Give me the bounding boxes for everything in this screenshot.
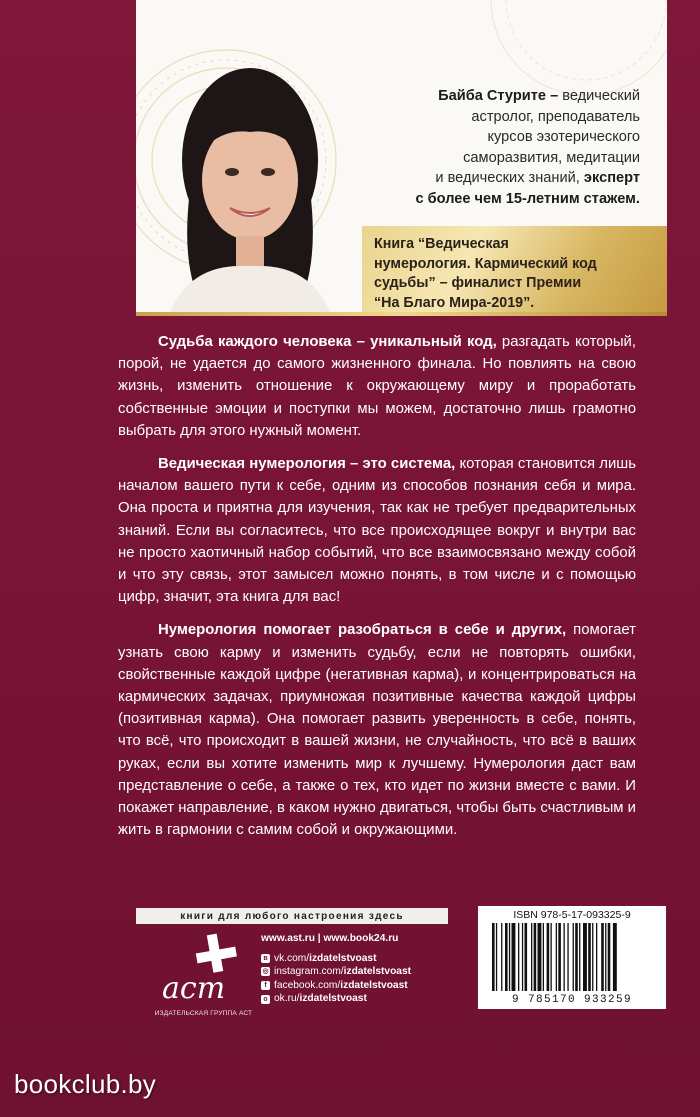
paragraph-3-body: помогает узнать свою карму и изменить судьбу, если не повторять ошибки, свойственные каждой цифре (негативная карма), и концентрироваться на кармических задачах, приумножая позитивные качества каждой цифры (позитивная карма). Она помогает развить уверенность в себе, понять, что всё, что происходит в вашей жизни, не случайность, что всё в ваших руках, если вы хотите изменить мир к лучшему. Нумерология даст вам представление о себе, а также о тех, кто идет по жизни вместе с вами. И покажет направление, в каком нужно двигаться, чтобы быть счастливым и жить в гармонии с самим собой и окружающими. <box>118 622 636 839</box>
barcode-stripe <box>564 923 565 991</box>
barcode-stripe <box>505 923 508 991</box>
social-link-ok[interactable] <box>261 992 461 1006</box>
barcode-block <box>478 906 666 1009</box>
barcode-stripe <box>531 923 532 991</box>
logo-text: аст <box>162 971 226 1006</box>
barcode-stripe <box>573 923 574 991</box>
bio-line: курсов эзотерического <box>487 129 640 145</box>
paragraph-1-lead: Судьба каждого человека – уникальный код, <box>158 334 497 350</box>
barcode-stripe <box>608 923 611 991</box>
social-handle: izdatelstvoast <box>343 966 412 978</box>
social-prefix: instagram.com/ <box>274 966 344 978</box>
barcode-stripe <box>588 923 591 991</box>
paragraph-2-lead: Ведическая нумерология – это система, <box>158 456 456 473</box>
barcode-stripe <box>605 923 606 991</box>
barcode-stripe <box>558 923 561 991</box>
paragraph-2-body: которая становится лишь началом вашего пути к себе, одним из способов познания себя и мира. Она проста и приятна для изучения, так как не требует предварительных знаний. Если вы согласитесь, что все происходящее вокруг и внутри вас не просто хаотичный набор событий, что все взаимосвязано между собой и что эту связь, этот замысел можно понять, в том числе и с помощью цифр, значит, эта книга для вас! <box>118 456 637 606</box>
award-line: нумерология. Кармический код <box>374 255 597 272</box>
bio-line: саморазвития, медитации <box>463 149 640 166</box>
barcode-stripe <box>501 923 502 991</box>
barcode-stripe <box>596 923 597 991</box>
paragraph-1 <box>118 331 636 442</box>
barcode-stripe <box>525 923 528 991</box>
barcode-stripe <box>556 923 557 991</box>
mandala-ornament-right <box>476 0 667 100</box>
social-link-facebook[interactable] <box>261 979 461 993</box>
social-prefix: vk.com/ <box>274 952 310 964</box>
barcode-stripe <box>518 923 519 991</box>
award-banner <box>362 226 667 312</box>
barcode-icon <box>488 923 656 993</box>
award-line: Книга “Ведическая <box>374 236 509 252</box>
barcode-stripe <box>522 923 523 991</box>
barcode-stripe <box>567 923 568 991</box>
expert-label: эксперт <box>583 170 640 186</box>
social-handle: izdatelstvoast <box>309 952 377 964</box>
publisher-name: ИЗДАТЕЛЬСКАЯ ГРУППА АСТ <box>154 1010 253 1017</box>
barcode-stripe <box>547 923 550 991</box>
barcode-stripe <box>579 923 580 991</box>
publisher-links <box>261 932 461 1006</box>
description-text <box>118 331 636 852</box>
ean-digits: 9 785170 933259 <box>511 994 633 1006</box>
award-line: “На Благо Мира-2019”. <box>374 294 535 311</box>
watermark: bookclub.by <box>14 1069 157 1099</box>
experience-text: с более чем 15-летним стажем. <box>415 190 640 207</box>
paragraph-3 <box>118 619 636 841</box>
bio-line: астролог, преподаватель <box>471 108 640 125</box>
website-links[interactable]: www.ast.ru | www.book24.ru <box>261 933 399 944</box>
author-name: Байба Стурите – <box>438 88 559 104</box>
social-link-vk[interactable] <box>261 952 461 966</box>
barcode-stripe <box>592 923 593 991</box>
ast-logo-icon <box>158 928 248 1010</box>
author-portrait <box>150 40 350 312</box>
barcode-stripe <box>543 923 544 991</box>
barcode-stripe <box>575 923 578 991</box>
instagram-icon: ◎ <box>262 968 269 976</box>
barcode-stripe <box>613 923 617 991</box>
barcode-stripe <box>538 923 542 991</box>
gold-divider <box>136 312 667 316</box>
paragraph-3-lead: Нумерология помогает разобраться в себе и других, <box>158 622 567 639</box>
bio-line: ведический <box>558 88 640 104</box>
social-handle: izdatelstvoast <box>299 993 367 1005</box>
isbn-label: ISBN 978-5-17-093325-9 <box>513 909 631 921</box>
barcode-stripe <box>534 923 537 991</box>
barcode-stripe <box>512 923 516 991</box>
paragraph-2 <box>118 453 636 608</box>
paragraph-1-body: разгадать который, порой, не удается до самого жизненного финала. Но повлиять на свою жизнь, изменить отношение к окружающему миру и проработать собственные эмоции и поступки мы можем, достаточно лишь грамотно выбрать для этого нужный момент. <box>118 334 636 439</box>
barcode-stripe <box>492 923 495 991</box>
barcode-stripe <box>551 923 552 991</box>
barcode-stripe <box>601 923 604 991</box>
bio-line: и ведических знаний, <box>435 170 584 186</box>
social-link-instagram[interactable] <box>261 965 461 979</box>
barcode-stripe <box>509 923 510 991</box>
facebook-icon: f <box>261 981 270 990</box>
barcode-stripe <box>496 923 497 991</box>
social-prefix: facebook.com/ <box>274 979 341 991</box>
author-bio <box>340 86 640 209</box>
social-handle: izdatelstvoast <box>340 979 408 991</box>
odnoklassniki-icon: о <box>261 995 270 1004</box>
vk-icon: в <box>261 954 270 963</box>
slogan-bar: книги для любого настроения здесь <box>136 908 448 924</box>
award-line: судьбы” – финалист Премии <box>374 275 582 291</box>
social-prefix: ok.ru/ <box>274 993 300 1005</box>
barcode-stripe <box>583 923 587 991</box>
